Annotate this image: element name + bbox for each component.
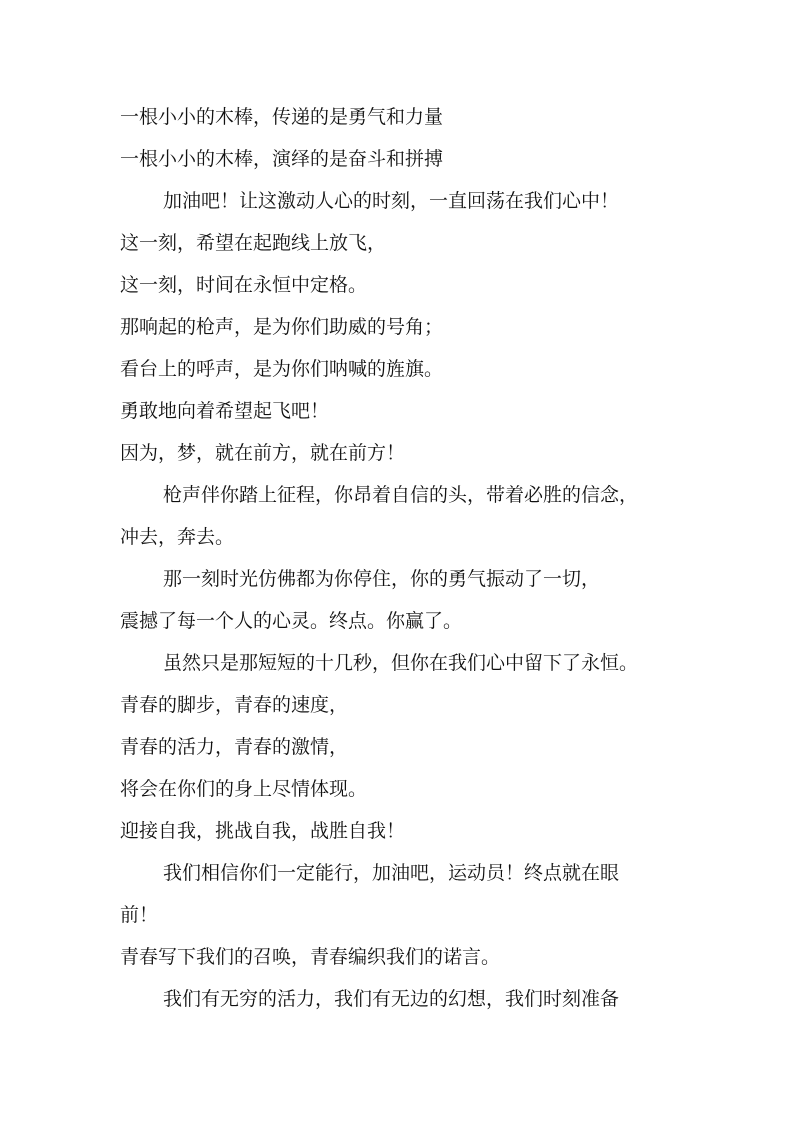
text-line: 这一刻，时间在永恒中定格。	[120, 274, 368, 296]
text-line: 青春的活力，青春的激情，	[120, 736, 349, 758]
text-line: 看台上的呼声，是为你们呐喊的旌旗。	[120, 358, 444, 380]
text-line: 我们相信你们一定能行，加油吧，运动员！终点就在眼	[163, 862, 620, 884]
text-line: 青春写下我们的召唤，青春编织我们的诺言。	[120, 946, 501, 968]
text-line: 青春的脚步，青春的速度，	[120, 694, 349, 716]
text-line: 因为，梦，就在前方，就在前方！	[120, 442, 406, 464]
text-line: 这一刻，希望在起跑线上放飞，	[120, 232, 387, 254]
text-line: 那响起的枪声，是为你们助威的号角；	[120, 316, 444, 338]
text-line: 震撼了每一个人的心灵。终点。你赢了。	[120, 610, 463, 632]
text-line: 那一刻时光仿佛都为你停住，你的勇气振动了一切，	[163, 568, 601, 590]
text-line: 一根小小的木棒，演绎的是奋斗和拼搏	[120, 148, 444, 170]
text-line: 迎接自我，挑战自我，战胜自我！	[120, 820, 406, 842]
text-line: 冲去，奔去。	[120, 526, 235, 548]
text-line: 一根小小的木棒，传递的是勇气和力量	[120, 106, 444, 128]
text-line: 我们有无穷的活力，我们有无边的幻想，我们时刻准备	[163, 988, 620, 1010]
text-line: 勇敢地向着希望起飞吧！	[120, 400, 330, 422]
text-line: 加油吧！让这激动人心的时刻，一直回荡在我们心中！	[163, 190, 620, 212]
text-line: 前！	[120, 904, 159, 926]
text-line: 虽然只是那短短的十几秒，但你在我们心中留下了永恒。	[163, 652, 639, 674]
text-line: 枪声伴你踏上征程，你昂着自信的头，带着必胜的信念，	[163, 484, 639, 506]
text-line: 将会在你们的身上尽情体现。	[120, 778, 368, 800]
